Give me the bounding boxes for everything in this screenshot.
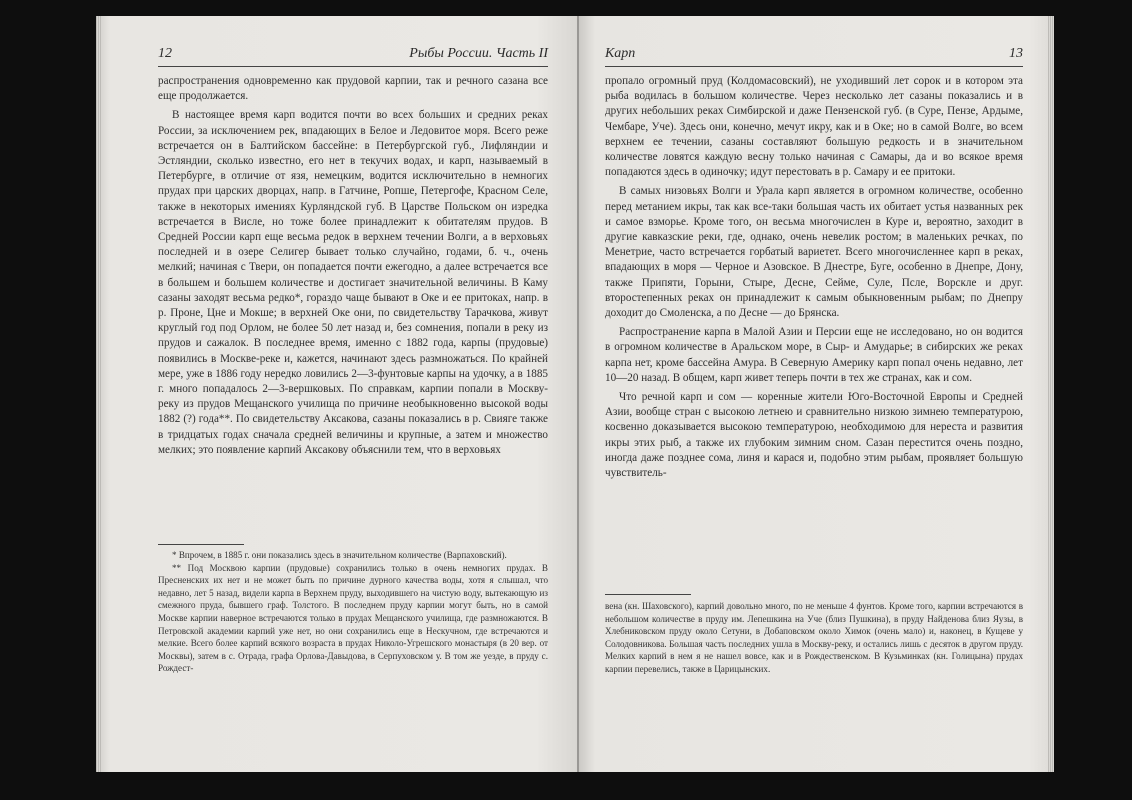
main-text [158,74,548,458]
paragraph: распространения одновременно как прудовой карпии, так и речного сазана все еще продолжается. [158,75,548,103]
footnote-rule [158,544,244,545]
footnote: * Впрочем, в 1885 г. они показались здесь в значительном количестве (Варпаховский). [172,550,507,560]
page-header [605,46,1023,66]
footnote: вена (кн. Шаховского), карпий довольно много, по не меньше 4 фунтов. Кроме того, карпии встречаются в небольшом количестве в пруду им. Лепешкина на Уче (близ Пушкина), в пруду Найденова близ Яузы, в Хлебниковском пруду около Сетуни, в Добаповском около Химок (очень мало) и, наконец, в Кущеве у Солодовникова. Большая часть последних ушла в Москву-реку, и остались лишь с десяток в другом пруду. Мелких карпий в нем я не нашел вовсе, как и в Рождественском. В Кузьминках (кн. Голицына) прудах карпии перевелись, также в Царицынских. [605,601,1023,674]
right-page [579,16,1054,772]
paragraph: В самых низовьях Волги и Урала карп является в огромном количестве, особенно перед метанием икры, так как все-таки большая часть их обитает устья названных рек и самое взморье. Кроме того, он весьма многочислен в Куре и, вероятно, заходит в другие кавказские реки, где, однако, очень невелик ростом; в маленьких речках, по Менетрие, часто встречается горбатый вариетет. Всего многочисленнее карп в реках, впадающих в моря — Черное и Азовское. В Днестре, Буге, особенно в Днепре, Дону, также Припяти, Горыни, Стыре, Десне, Сейме, Суле, Псле, Ворскле и друг. второстепенных реках он принадлежит к самым обыкновенным рыбам; по Днепру доходит до Смоленска, а по Десне — до Брянска. [605,185,1023,320]
page-header [158,46,548,66]
footnotes [605,600,1023,676]
page-number: 13 [1009,46,1023,61]
paragraph: пропало огромный пруд (Колдомасовский), не уходивший лет сорок и в котором эта рыба водилась в большом количестве. Через несколько лет сазаны показались и в других небольших реках Симбирской и даже Пензенской губ. (в Суре, Пензе, Ардыме, Чембаре, Уче). Здесь они, конечно, мечут икру, как и в Оке; но в самой Волге, во всем верхнем ее течении, сазаны составляют большую редкость и в значительном количестве ловятся каждую весну только начиная с Самары, да и во всякое время попадаются здесь в одиночку; идут перестовать в р. Самару и ее притоки. [605,75,1023,179]
header-rule [605,66,1023,67]
book-spread [96,16,1054,772]
running-title: Рыбы России. Часть II [409,46,548,61]
left-page [96,16,578,772]
page-edge [96,16,102,772]
page-number: 12 [158,46,172,61]
main-text [605,74,1023,481]
header-rule [158,66,548,67]
footnotes [158,549,548,675]
running-title: Карп [605,46,636,61]
paragraph: Распространение карпа в Малой Азии и Персии еще не исследовано, но он водится в огромном количестве в Аральском море, в Сыр- и Амударье; в сибирских же реках карпа нет, кроме бассейна Амура. В Северную Америку карп попал очень недавно, лет 10—20 назад. В общем, карп живет теперь почти в тех же странах, как и сом. [605,326,1023,384]
page-edge [1048,16,1054,772]
paragraph: В настоящее время карп водится почти во всех больших и средних реках России, за исключением рек, впадающих в Белое и Ледовитое моря. Всего реже встречается он в Балтийском бассейне: в Петербургской губ., Лифляндии и Эстляндии, сколько известно, его нет в текучих водах, и карп, называемый в Петербурге, в отличие от язя, немецким, водится исключительно в немногих прудах при царских дворцах, напр. в Гатчине, Ропше, Петергофе, Красном Селе, также в некоторых имениях Курляндской губ. В Царстве Польском он изредка встречается в Висле, но тоже более принадлежит к обитателям прудов. В Средней России карп еще весьма редок в верхнем течении Волги, а в верховьях последней и в озере Селигер бывает только случайно, годами, б. ч., очень мелкий; начиная с Твери, он попадается почти ежегодно, а далее встречается все в большем и большем количестве и достигает значительной величины. В Каму сазаны заходят весьма редко*, гораздо чаще бывают в Оке и ее притоках, напр. в р. Проне, Цне и Мокше; в верхней Оке они, по свидетельству Тарачкова, живут круглый год под Орлом, не более 50 лет назад и, без сомнения, попали в реку из прудов и сажалок. В последнее время, именно с 1882 года, карпы (прудовые) появились в Москве-реке и, кажется, начинают здесь размножаться. По крайней мере, уже в 1886 году нередко ловились 2—3-фунтовые карпы на удочку, а в 1885 г. много попадалось 2—3-вершковых. По справкам, карпии попали в Москву-реку из прудов Мещанского училища по причине необыкновенно высокой воды 1882 (?) года**. По свидетельству Аксакова, сазаны показались в р. Свияге также в тридцатых годах сначала средней величины и крупные, а затем и множество мелких; это появление карпий Аксакову объяснили тем, что в верховьях [158,109,548,456]
paragraph: Что речной карп и сом — коренные жители Юго-Восточной Европы и Средней Азии, вообще стран с высокою летнею и сравнительно низкою зимнею температурою, косвенно доказывается высокою температурою, необходимою для нереста и развития икры этих рыб, а также их глубоким зимним сном. Сазан перестится очень поздно, иногда даже позднее сома, линя и карася и, подобно этим рыбам, проявляет большую чувствитель- [605,391,1023,480]
footnote-rule [605,594,691,595]
footnote: ** Под Москвою карпии (прудовые) сохранились только в очень немногих прудах. В Пресненских их нет и не может быть по причине дурного качества воды, хотя я слышал, что недавно, лет 5 назад, видели карпа в Верхнем пруду, выходившего на чистую воду, вытекающую из смежного пруда, бывшего граф. Толстого. В последнем пруду карпии могут быть, но в самой Москве карпии наверное встречаются только в прудах Мещанского училища, где размножаются. В Петровской академии карпий уже нет, но они сохранились еще в Нескучном, где встречаются и мелкие. Всего более карпий всякого возраста в прудах Николо-Угрешского монастыря (в 20 вер. от Москвы), затем в с. Отрада, графа Орлова-Давыдова, в Серпуховском у. В том же уезде, в пруду с. Рождест- [158,562,548,674]
